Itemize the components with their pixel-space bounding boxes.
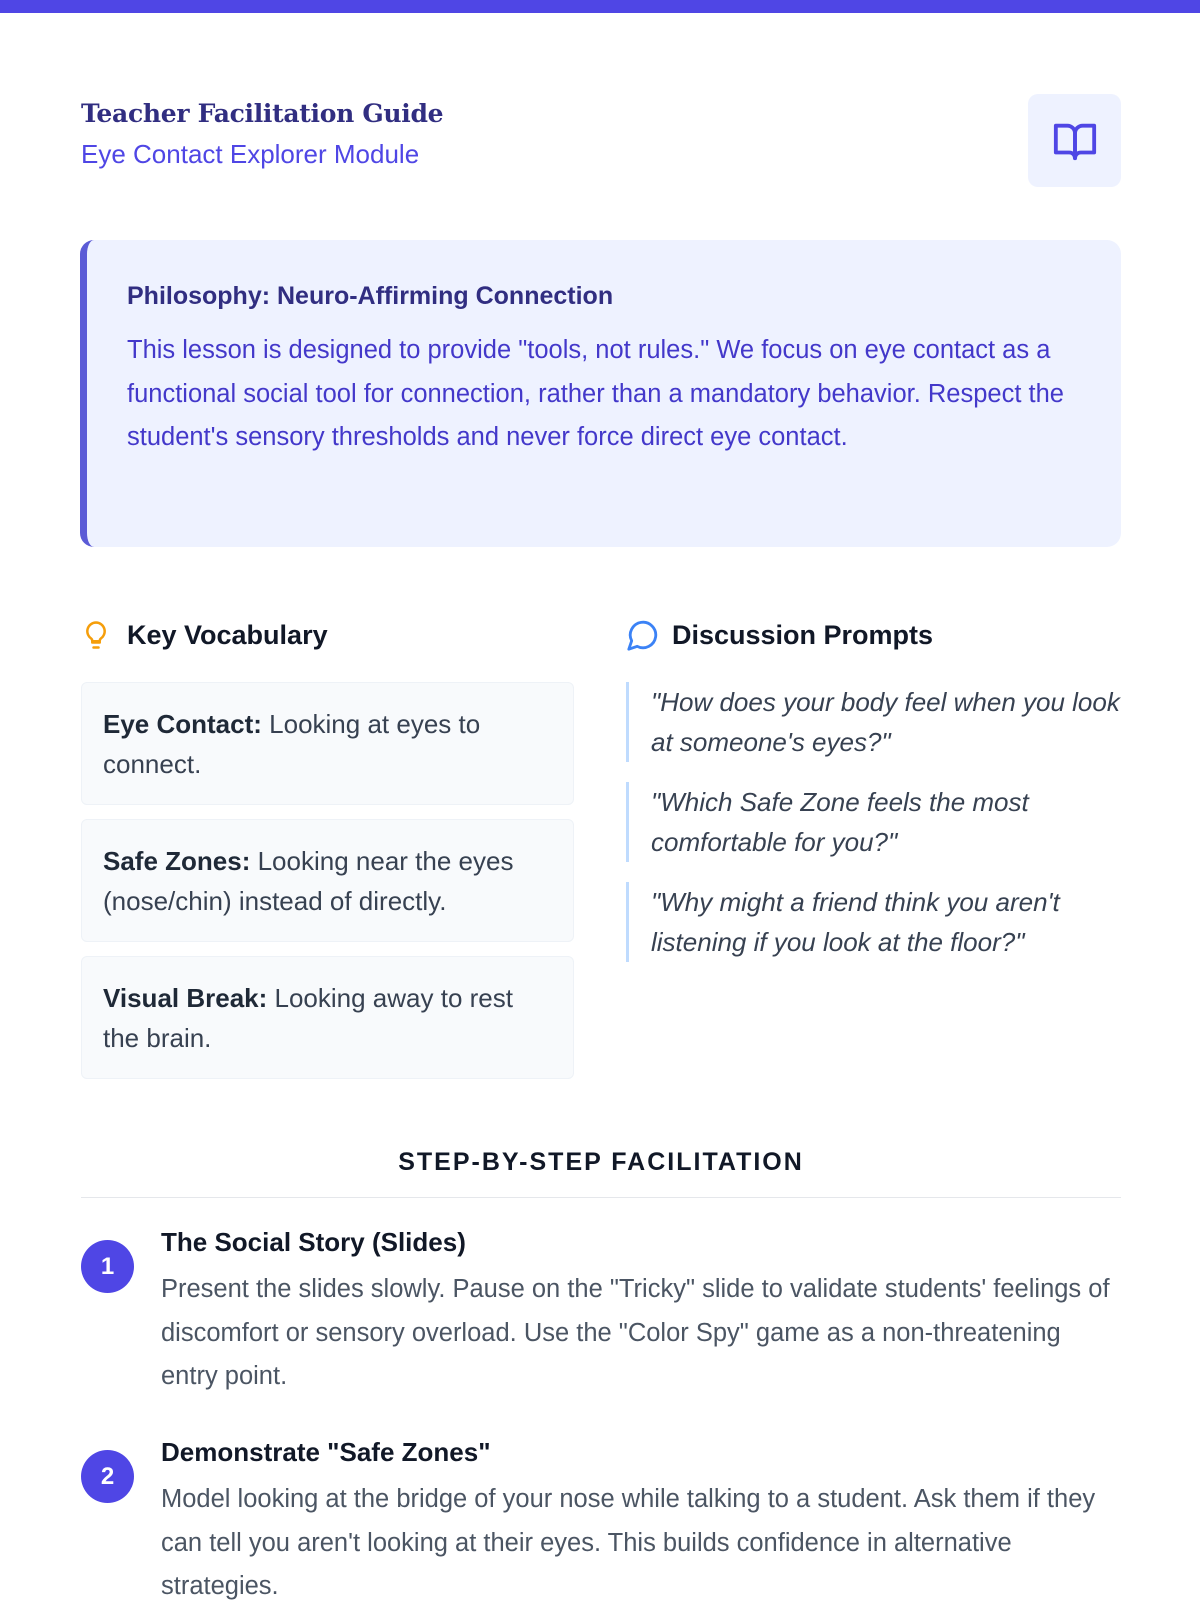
step-title: Demonstrate "Safe Zones"	[161, 1437, 491, 1467]
vocab-definition: Looking away to rest the brain.	[103, 983, 513, 1053]
vocab-card	[81, 682, 574, 805]
steps-divider	[81, 1197, 1121, 1198]
vocab-card	[81, 819, 574, 942]
step-number-badge: 2	[81, 1450, 134, 1503]
step-description: Model looking at the bridge of your nose while talking to a student. Ask them if they can tell you aren't looking at their eyes. This builds confidence in alternative strategies.	[161, 1485, 1096, 1600]
discussion-section	[626, 616, 1120, 982]
chat-bubble-icon	[626, 617, 662, 653]
step-number-badge: 1	[81, 1240, 134, 1293]
page-header	[81, 94, 1121, 189]
discussion-prompt: "How does your body feel when you look at someone's eyes?"	[626, 682, 1120, 762]
philosophy-callout	[80, 240, 1121, 547]
vocabulary-heading-label: Key Vocabulary	[127, 619, 328, 650]
vocab-term: Visual Break:	[103, 983, 268, 1013]
philosophy-text: This lesson is designed to provide "tools, not rules." We focus on eye contact as a functional social tool for connection, rather than a mandatory behavior. Respect the student's sensory thresholds and never force direct eye contact.	[127, 336, 1064, 451]
page-title: Teacher Facilitation Guide	[81, 99, 444, 128]
philosophy-title: Philosophy: Neuro-Affirming Connection	[127, 282, 614, 310]
vocab-term: Safe Zones:	[103, 846, 251, 876]
page-subtitle: Eye Contact Explorer Module	[81, 139, 420, 169]
lightbulb-icon	[81, 617, 117, 653]
discussion-heading	[626, 616, 1120, 654]
vocab-card	[81, 956, 574, 1079]
discussion-heading-label: Discussion Prompts	[672, 619, 934, 650]
top-accent-bar	[0, 0, 1200, 13]
vocab-term: Eye Contact:	[103, 709, 262, 739]
step-title: The Social Story (Slides)	[161, 1227, 466, 1257]
vocabulary-heading	[81, 616, 574, 654]
book-button[interactable]	[1028, 94, 1121, 187]
steps-heading: STEP-BY-STEP FACILITATION	[398, 1148, 804, 1176]
book-open-icon	[1049, 118, 1101, 164]
vocab-definition: Looking at eyes to connect.	[103, 709, 481, 779]
vocabulary-section	[81, 616, 574, 1093]
vocab-definition: Looking near the eyes (nose/chin) instead of directly.	[103, 846, 514, 916]
step-description: Present the slides slowly. Pause on the "Tricky" slide to validate students' feelings of discomfort or sensory overload. Use the "Color Spy" game as a non-threatening entry point.	[161, 1275, 1110, 1390]
discussion-prompt: "Why might a friend think you aren't listening if you look at the floor?"	[626, 882, 1120, 962]
discussion-prompt: "Which Safe Zone feels the most comfortable for you?"	[626, 782, 1120, 862]
